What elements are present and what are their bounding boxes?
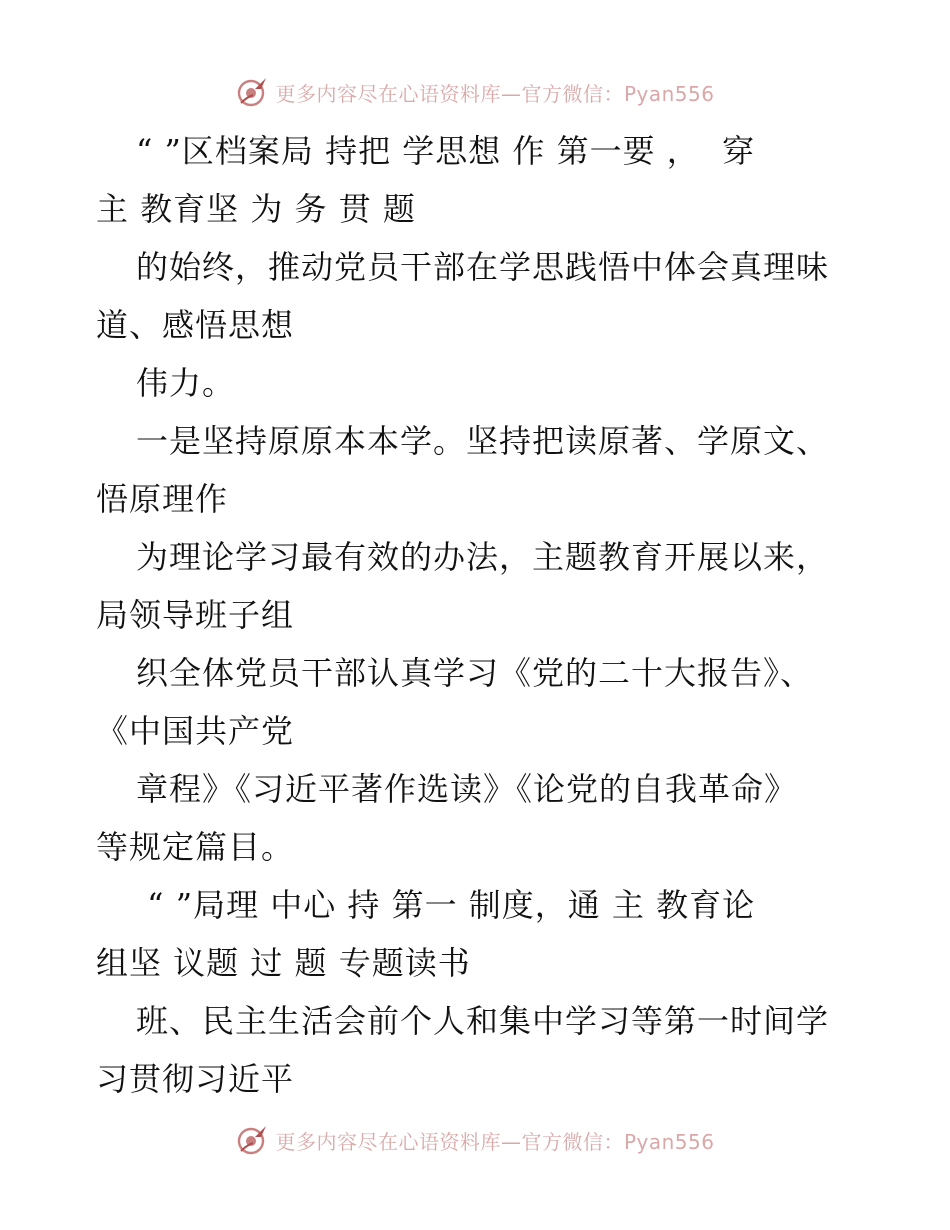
- header-watermark: [0, 72, 950, 112]
- document-body: [96, 122, 856, 1108]
- footer-watermark: [0, 1120, 950, 1160]
- text-line: 班、民主生活会前个人和集中学习等第一时间学: [136, 1002, 830, 1040]
- text-line: 组坚 议题 过 题 专题读书: [96, 944, 471, 982]
- text-line: 局领导班子组: [96, 596, 295, 634]
- text-line: 一是坚持原原本本学。坚持把读原著、学原文、: [136, 422, 830, 460]
- text-line: 主 教育坚 为 务 贯 题: [96, 190, 416, 228]
- text-line: 《中国共产党: [96, 712, 295, 750]
- text-line: 等规定篇目。: [96, 828, 295, 866]
- text-line: 悟原理作: [96, 480, 229, 518]
- text-line: 伟力。: [136, 364, 236, 402]
- watermark-text: 更多内容尽在心语资料库—官方微信：Pyan556: [275, 1129, 715, 1154]
- text-line: 的始终，推动党员干部在学思践悟中体会真理味: [136, 248, 830, 286]
- quill-logo-icon: [235, 75, 269, 109]
- watermark-text: 更多内容尽在心语资料库—官方微信：Pyan556: [275, 81, 715, 106]
- quill-logo-icon: [235, 1123, 269, 1157]
- text-line: “ ”局理 中心 持 第一 制度，通 主 教育论: [136, 886, 756, 924]
- text-line: 习贯彻习近平: [96, 1060, 295, 1098]
- text-line: 道、感悟思想: [96, 306, 295, 344]
- text-line: 为理论学习最有效的办法，主题教育开展以来，: [136, 538, 830, 576]
- text-line: 织全体党员干部认真学习《党的二十大报告》、: [136, 654, 814, 692]
- text-line: 章程》《习近平著作选读》《论党的自我革命》: [136, 770, 798, 808]
- text-line: “ ”区档案局 持把 学思想 作 第一要 ， 穿: [136, 132, 756, 170]
